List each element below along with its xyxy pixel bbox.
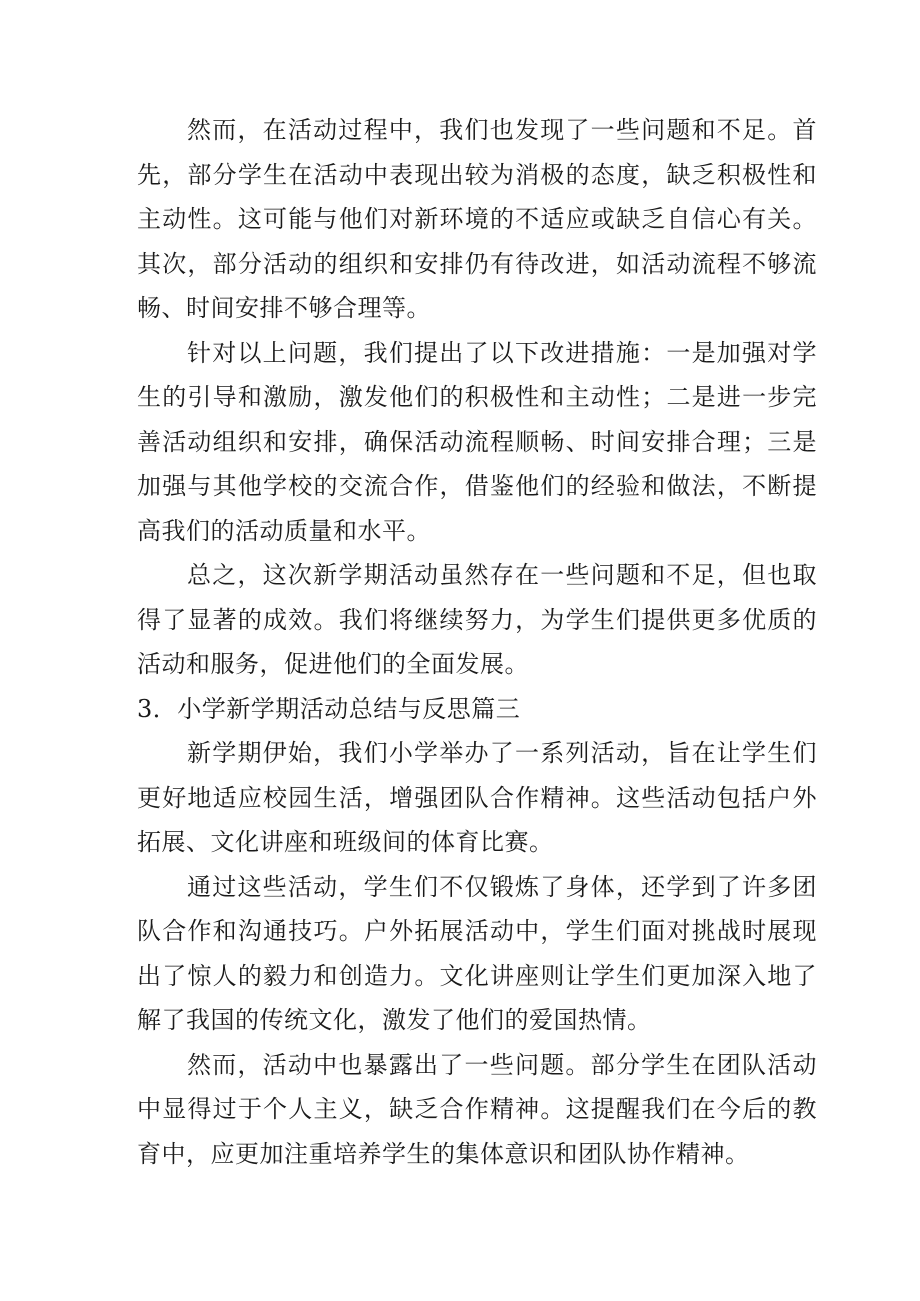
paragraph-issues: 然而，活动中也暴露出了一些问题。部分学生在团队活动中显得过于个人主义，缺乏合作精神。这提醒我们在今后的教育中，应更加注重培养学生的集体意识和团队协作精神。 bbox=[137, 1050, 817, 1168]
paragraph-outcomes: 通过这些活动，学生们不仅锻炼了身体，还学到了许多团队合作和沟通技巧。户外拓展活动中，学生们面对挑战时展现出了惊人的毅力和创造力。文化讲座则让学生们更加深入地了解了我国的传统文化，激发了他们的爱国热情。 bbox=[137, 872, 817, 1034]
paragraph-conclusion: 总之，这次新学期活动虽然存在一些问题和不足，但也取得了显著的成效。我们将继续努力，为学生们提供更多优质的活动和服务，促进他们的全面发展。 bbox=[137, 561, 817, 678]
paragraph-problems: 然而，在活动过程中，我们也发现了一些问题和不足。首先，部分学生在活动中表现出较为消极的态度，缺乏积极性和主动性。这可能与他们对新环境的不适应或缺乏自信心有关。其次，部分活动的组织和安排仍有待改进，如活动流程不够流畅、时间安排不够合理等。 bbox=[137, 116, 817, 322]
paragraph-intro: 新学期伊始，我们小学举办了一系列活动，旨在让学生们更好地适应校园生活，增强团队合作精神。这些活动包括户外拓展、文化讲座和班级间的体育比赛。 bbox=[137, 739, 817, 856]
paragraph-measures: 针对以上问题，我们提出了以下改进措施：一是加强对学生的引导和激励，激发他们的积极性和主动性；二是进一步完善活动组织和安排，确保活动流程顺畅、时间安排合理；三是加强与其他学校的交流合作，借鉴他们的经验和做法，不断提高我们的活动质量和水平。 bbox=[137, 338, 817, 545]
document-body bbox=[137, 108, 817, 1176]
section-heading: 3．小学新学期活动总结与反思篇三 bbox=[137, 694, 521, 723]
